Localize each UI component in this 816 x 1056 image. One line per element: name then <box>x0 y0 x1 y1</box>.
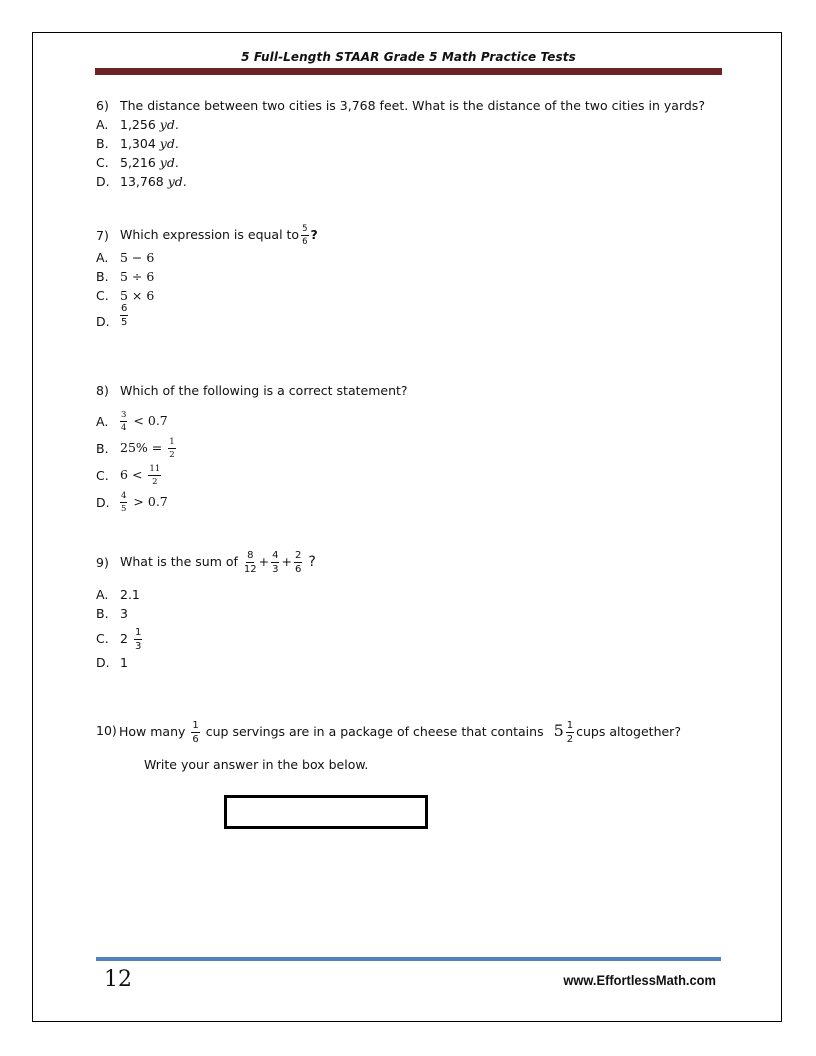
q10-frac2-den: 2 <box>566 733 574 745</box>
q8-option-c-lhs: 6 <box>120 467 128 482</box>
q6-option-b[interactable] <box>120 136 179 152</box>
q6-option-c-unit: yd. <box>159 155 179 170</box>
q8-option-a-letter: A. <box>96 414 109 429</box>
q10-text-after: cups altogether? <box>576 724 681 739</box>
q9-text-line <box>120 544 316 580</box>
q10-whole: 5 <box>553 721 564 740</box>
q8-option-a[interactable] <box>118 406 168 436</box>
q9-term-2-den: 3 <box>272 563 279 575</box>
q6-option-a[interactable] <box>120 117 179 133</box>
q7-option-c-letter: C. <box>96 288 109 303</box>
q8-option-a-rel: < <box>133 413 144 428</box>
answer-box[interactable] <box>224 795 428 829</box>
q9-option-c-whole: 2 <box>120 631 128 646</box>
q6-option-a-value: 1,256 <box>120 117 156 132</box>
q7-option-b[interactable]: 5 ÷ 6 <box>120 269 155 284</box>
q8-option-b[interactable] <box>120 433 178 463</box>
q9-option-b-letter: B. <box>96 606 109 621</box>
q6-option-c-letter: C. <box>96 155 109 170</box>
q10-text-middle: cup servings are in a package of cheese that contains <box>205 724 544 739</box>
q6-option-a-unit: yd. <box>159 117 179 132</box>
page-number: 12 <box>104 967 132 992</box>
q7-option-d-num: 6 <box>121 303 128 314</box>
q9-term-1-den: 12 <box>243 563 257 575</box>
q7-option-a[interactable]: 5 − 6 <box>120 250 155 265</box>
q6-option-d-value: 13,768 <box>120 174 164 189</box>
q9-option-c-den: 3 <box>134 640 142 652</box>
q9-option-b[interactable]: 3 <box>120 606 128 621</box>
q8-option-d-letter: D. <box>96 495 110 510</box>
q6-text: The distance between two cities is 3,768 feet. What is the distance of the two cities in yards? <box>120 98 705 113</box>
q8-option-d-rel: > <box>133 494 144 509</box>
q9-option-c-letter: C. <box>96 631 109 646</box>
q7-fraction <box>301 225 308 246</box>
q9-term-2-num: 4 <box>272 549 279 561</box>
q9-term-3-num: 2 <box>294 549 302 561</box>
q7-option-d[interactable] <box>118 304 130 328</box>
q6-option-a-letter: A. <box>96 117 109 132</box>
q10-text-line <box>119 713 681 750</box>
q9-option-d[interactable]: 1 <box>120 655 128 670</box>
q8-option-c-num: 11 <box>149 464 161 474</box>
q8-option-c-den: 2 <box>152 476 158 487</box>
footer-rule <box>96 957 721 961</box>
q10-frac2-num: 1 <box>566 719 574 731</box>
header-rule <box>95 68 722 75</box>
q9-term-3-den: 6 <box>294 563 302 575</box>
q7-end: ? <box>310 227 318 242</box>
q7-text-line <box>120 220 318 250</box>
q8-text: Which of the following is a correct statement? <box>120 383 408 398</box>
q9-plus-1: + <box>258 554 270 569</box>
q6-option-d-unit: yd. <box>167 174 187 189</box>
q7-option-d-den: 5 <box>121 317 128 328</box>
q6-option-d[interactable] <box>120 174 187 190</box>
q8-option-a-num: 3 <box>121 410 127 420</box>
q9-number: 9) <box>96 555 109 570</box>
q10-frac-num: 1 <box>192 719 199 731</box>
q7-number: 7) <box>96 228 109 243</box>
q8-option-c-letter: C. <box>96 468 109 483</box>
q8-number: 8) <box>96 383 109 398</box>
q8-option-b-den: 2 <box>169 449 175 460</box>
q8-option-b-rel: = <box>151 440 163 455</box>
header-title: 5 Full-Length STAAR Grade 5 Math Practice Tests <box>241 50 576 64</box>
q8-option-a-den: 4 <box>121 422 127 433</box>
q8-option-c-rel: < <box>131 467 143 482</box>
q6-option-b-unit: yd. <box>159 136 179 151</box>
website-link[interactable]: www.EffortlessMath.com <box>563 972 716 988</box>
q8-option-d-num: 4 <box>121 491 127 501</box>
q6-option-b-value: 1,304 <box>120 136 156 151</box>
q6-option-b-letter: B. <box>96 136 109 151</box>
q8-option-c[interactable] <box>120 460 163 490</box>
q6-option-d-letter: D. <box>96 174 110 189</box>
q7-text: Which expression is equal to <box>120 227 300 242</box>
q8-option-b-letter: B. <box>96 441 109 456</box>
q8-option-d-rhs: 0.7 <box>147 494 168 509</box>
q10-text-before: How many <box>119 724 186 739</box>
q8-option-b-lhs: 25% <box>120 440 148 455</box>
q10-frac-den: 6 <box>192 733 199 745</box>
q9-option-a-letter: A. <box>96 587 109 602</box>
q9-option-c[interactable] <box>120 621 144 657</box>
q9-option-c-num: 1 <box>134 626 142 638</box>
q10-number: 10) <box>96 723 117 738</box>
q7-option-d-letter: D. <box>96 314 110 329</box>
q8-option-b-num: 1 <box>169 437 175 447</box>
q7-frac-num: 5 <box>302 224 308 234</box>
q9-end: ? <box>308 554 316 570</box>
q9-option-d-letter: D. <box>96 655 110 670</box>
q7-option-b-letter: B. <box>96 269 109 284</box>
q7-frac-den: 6 <box>302 236 308 247</box>
q7-option-a-letter: A. <box>96 250 109 265</box>
q8-option-d[interactable] <box>118 487 168 517</box>
q8-option-a-rhs: 0.7 <box>147 413 168 428</box>
q9-term-1-num: 8 <box>247 549 254 561</box>
q10-instruction: Write your answer in the box below. <box>144 757 369 772</box>
q6-option-c[interactable] <box>120 155 179 171</box>
q9-option-a[interactable]: 2.1 <box>120 587 140 602</box>
q9-text: What is the sum of <box>120 554 238 569</box>
q7-option-c[interactable]: 5 × 6 <box>120 288 155 303</box>
q8-option-d-den: 5 <box>121 503 127 514</box>
q6-number: 6) <box>96 98 109 113</box>
q6-option-c-value: 5,216 <box>120 155 156 170</box>
q9-plus-2: + <box>281 554 292 569</box>
